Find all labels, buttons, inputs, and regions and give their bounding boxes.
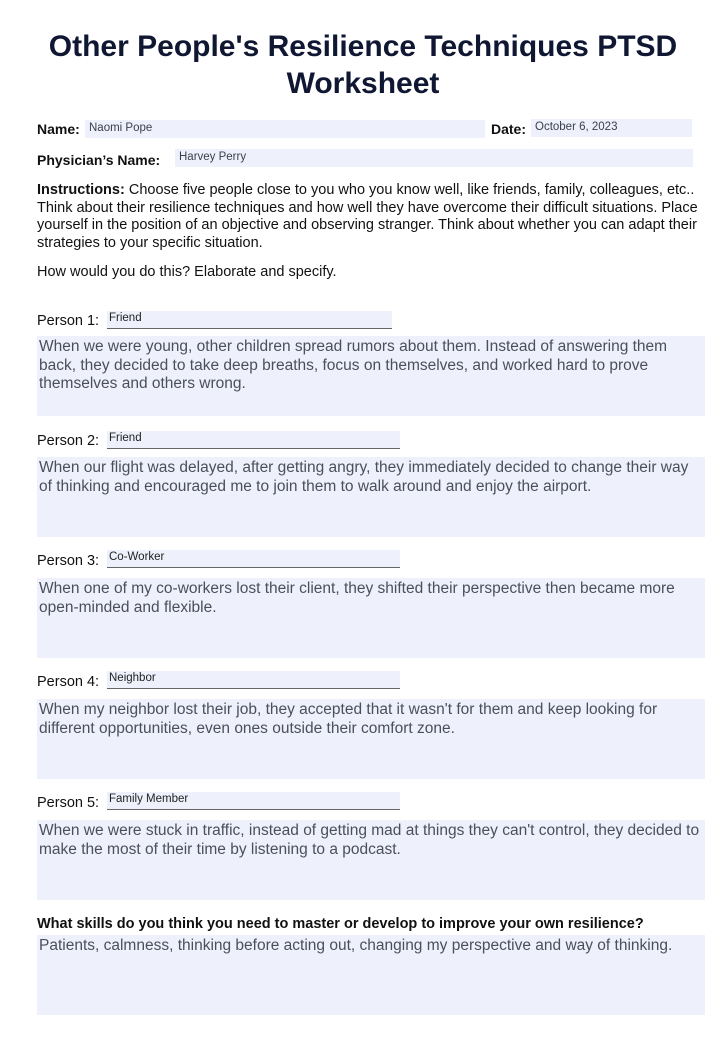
- date-field[interactable]: October 6, 2023: [531, 119, 692, 137]
- name-field[interactable]: Naomi Pope: [85, 120, 485, 138]
- person-1-field[interactable]: Friend: [107, 311, 392, 329]
- person-5-field[interactable]: Family Member: [107, 792, 400, 810]
- person-3-field[interactable]: Co-Worker: [107, 550, 400, 568]
- instructions-label: Instructions:: [37, 182, 125, 198]
- skills-answer[interactable]: Patients, calmness, thinking before acting out, changing my perspective and way of thinking.: [37, 935, 705, 1015]
- person-4-label: Person 4:: [37, 674, 100, 690]
- person-4-field[interactable]: Neighbor: [107, 671, 400, 689]
- instructions-text: Choose five people close to you who you know well, like friends, family, colleagues, etc.. Think about their resilience techniques and how well they have overcome their difficult situations. Place yourself in the position of an objective and observing stranger. Think about whether you can adapt their strategies to your specific situation.: [37, 182, 698, 251]
- instructions: [37, 182, 705, 252]
- skills-question: What skills do you think you need to master or develop to improve your own resilience?: [37, 916, 644, 932]
- physician-field[interactable]: Harvey Perry: [175, 149, 693, 167]
- name-label: Name:: [37, 121, 80, 137]
- person-3-label: Person 3:: [37, 553, 100, 569]
- person-2-answer[interactable]: When our flight was delayed, after getting angry, they immediately decided to change their way of thinking and encouraged me to join them to walk around and enjoy the airport.: [37, 457, 705, 537]
- person-1-label: Person 1:: [37, 313, 100, 329]
- instructions-prompt: How would you do this? Elaborate and specify.: [37, 264, 337, 280]
- person-1-answer[interactable]: When we were young, other children spread rumors about them. Instead of answering them back, they decided to take deep breaths, focus on themselves, and worked hard to prove themselves and others wrong.: [37, 336, 705, 416]
- date-label: Date:: [491, 121, 527, 137]
- person-4-answer[interactable]: When my neighbor lost their job, they accepted that it wasn't for them and keep looking for different opportunities, even ones outside their comfort zone.: [37, 699, 705, 779]
- person-5-answer[interactable]: When we were stuck in traffic, instead of getting mad at things they can't control, they decided to make the most of their time by listening to a podcast.: [37, 820, 705, 900]
- person-5-label: Person 5:: [37, 795, 100, 811]
- physician-label: Physician’s Name:: [37, 152, 161, 168]
- person-2-field[interactable]: Friend: [107, 431, 400, 449]
- worksheet-title: Other People's Resilience Techniques PTSD Worksheet: [48, 30, 678, 100]
- person-3-answer[interactable]: When one of my co-workers lost their client, they shifted their perspective then became more open-minded and flexible.: [37, 578, 705, 658]
- person-2-label: Person 2:: [37, 433, 100, 449]
